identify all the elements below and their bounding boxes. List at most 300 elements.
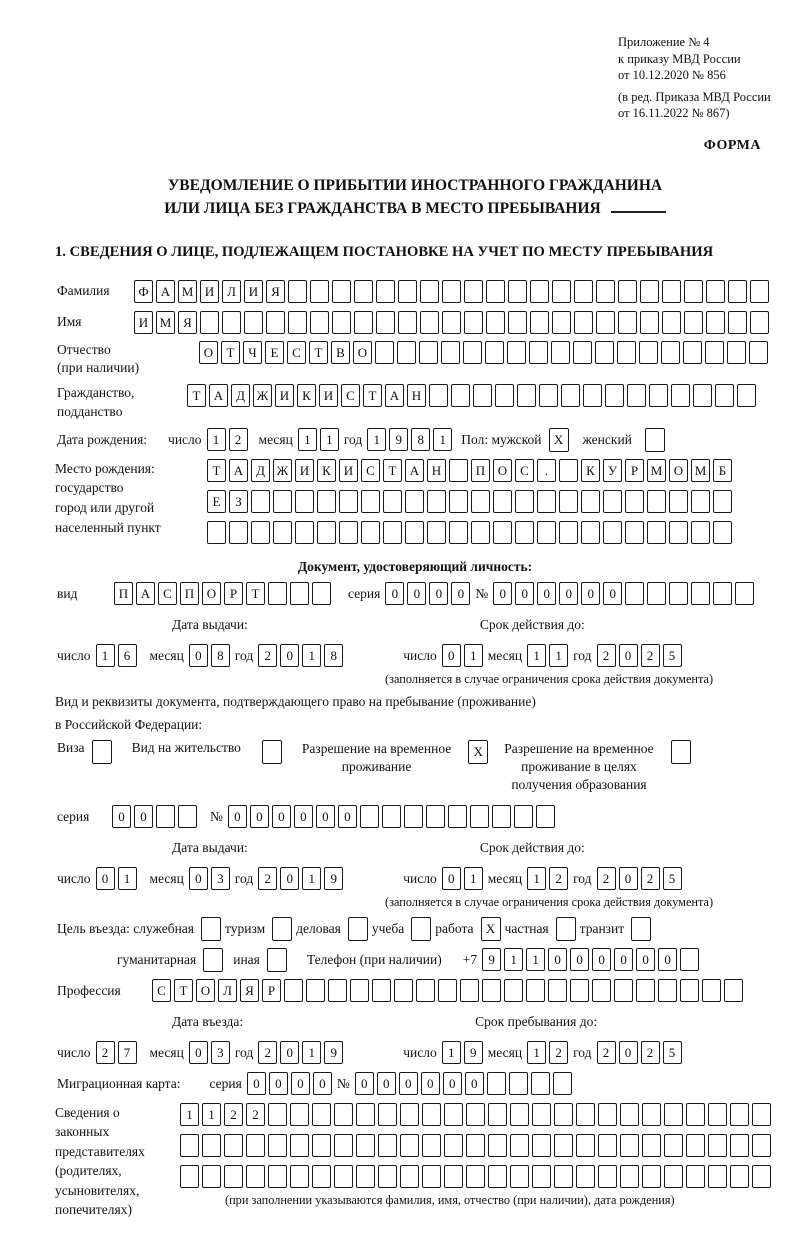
- char-cell[interactable]: [361, 490, 380, 513]
- char-cell[interactable]: 2: [597, 1041, 616, 1064]
- char-cell[interactable]: [515, 490, 534, 513]
- char-cell[interactable]: Ж: [273, 459, 292, 482]
- char-cell[interactable]: [251, 490, 270, 513]
- char-cell[interactable]: 0: [619, 644, 638, 667]
- char-cell[interactable]: 0: [280, 1041, 299, 1064]
- char-cell[interactable]: [583, 384, 602, 407]
- char-cell[interactable]: 0: [442, 867, 461, 890]
- char-cell[interactable]: [530, 280, 549, 303]
- char-cell[interactable]: Т: [174, 979, 193, 1002]
- char-cell[interactable]: [647, 521, 666, 544]
- char-cell[interactable]: 2: [549, 867, 568, 890]
- char-cell[interactable]: [312, 1165, 331, 1188]
- char-cell[interactable]: [202, 1165, 221, 1188]
- char-cell[interactable]: [683, 341, 702, 364]
- checkbox-transit[interactable]: [631, 917, 651, 941]
- char-cell[interactable]: [444, 1103, 463, 1126]
- char-cell[interactable]: 2: [258, 644, 277, 667]
- char-cell[interactable]: [229, 521, 248, 544]
- char-cell[interactable]: И: [319, 384, 338, 407]
- char-cell[interactable]: [416, 979, 435, 1002]
- char-cell[interactable]: [268, 1103, 287, 1126]
- char-cell[interactable]: [354, 311, 373, 334]
- char-cell[interactable]: 0: [581, 582, 600, 605]
- char-cell[interactable]: 9: [389, 428, 408, 451]
- char-cell[interactable]: 1: [118, 867, 137, 890]
- char-cell[interactable]: [510, 1103, 529, 1126]
- char-cell[interactable]: [334, 1134, 353, 1157]
- char-cell[interactable]: П: [180, 582, 199, 605]
- char-cell[interactable]: [400, 1134, 419, 1157]
- char-cell[interactable]: [488, 1134, 507, 1157]
- char-cell[interactable]: 0: [189, 867, 208, 890]
- char-cell[interactable]: 2: [246, 1103, 265, 1126]
- char-cell[interactable]: 2: [258, 1041, 277, 1064]
- char-cell[interactable]: 0: [443, 1072, 462, 1095]
- char-cell[interactable]: 0: [228, 805, 247, 828]
- char-cell[interactable]: [378, 1165, 397, 1188]
- checkbox-official[interactable]: [201, 917, 221, 941]
- char-cell[interactable]: Т: [187, 384, 206, 407]
- char-cell[interactable]: [702, 979, 721, 1002]
- char-cell[interactable]: Р: [224, 582, 243, 605]
- char-cell[interactable]: [517, 384, 536, 407]
- char-cell[interactable]: 1: [433, 428, 452, 451]
- char-cell[interactable]: 0: [465, 1072, 484, 1095]
- char-cell[interactable]: [202, 1134, 221, 1157]
- char-cell[interactable]: [328, 979, 347, 1002]
- char-cell[interactable]: [530, 311, 549, 334]
- char-cell[interactable]: [451, 384, 470, 407]
- char-cell[interactable]: [680, 948, 699, 971]
- char-cell[interactable]: Н: [427, 459, 446, 482]
- char-cell[interactable]: К: [297, 384, 316, 407]
- char-cell[interactable]: 0: [407, 582, 426, 605]
- char-cell[interactable]: [706, 280, 725, 303]
- char-cell[interactable]: [486, 280, 505, 303]
- char-cell[interactable]: [614, 979, 633, 1002]
- char-cell[interactable]: [581, 521, 600, 544]
- char-cell[interactable]: 0: [636, 948, 655, 971]
- char-cell[interactable]: [617, 341, 636, 364]
- char-cell[interactable]: [317, 521, 336, 544]
- char-cell[interactable]: [559, 459, 578, 482]
- char-cell[interactable]: [532, 1165, 551, 1188]
- char-cell[interactable]: [466, 1165, 485, 1188]
- char-cell[interactable]: 9: [482, 948, 501, 971]
- checkbox-temp-residence-permit[interactable]: X: [468, 740, 488, 764]
- char-cell[interactable]: [504, 979, 523, 1002]
- char-cell[interactable]: 2: [597, 644, 616, 667]
- char-cell[interactable]: А: [209, 384, 228, 407]
- char-cell[interactable]: [224, 1134, 243, 1157]
- char-cell[interactable]: 0: [658, 948, 677, 971]
- char-cell[interactable]: [224, 1165, 243, 1188]
- char-cell[interactable]: [658, 979, 677, 1002]
- char-cell[interactable]: [627, 384, 646, 407]
- char-cell[interactable]: 0: [548, 948, 567, 971]
- char-cell[interactable]: 0: [316, 805, 335, 828]
- char-cell[interactable]: [266, 311, 285, 334]
- char-cell[interactable]: 0: [280, 644, 299, 667]
- char-cell[interactable]: [290, 1103, 309, 1126]
- char-cell[interactable]: 0: [421, 1072, 440, 1095]
- char-cell[interactable]: [405, 490, 424, 513]
- char-cell[interactable]: [332, 311, 351, 334]
- char-cell[interactable]: [552, 311, 571, 334]
- char-cell[interactable]: [598, 1103, 617, 1126]
- char-cell[interactable]: 1: [302, 644, 321, 667]
- char-cell[interactable]: [514, 805, 533, 828]
- char-cell[interactable]: [559, 521, 578, 544]
- char-cell[interactable]: [539, 384, 558, 407]
- char-cell[interactable]: [485, 341, 504, 364]
- char-cell[interactable]: [382, 805, 401, 828]
- char-cell[interactable]: 0: [112, 805, 131, 828]
- char-cell[interactable]: Р: [625, 459, 644, 482]
- char-cell[interactable]: [448, 805, 467, 828]
- char-cell[interactable]: [463, 341, 482, 364]
- char-cell[interactable]: [625, 582, 644, 605]
- char-cell[interactable]: 2: [229, 428, 248, 451]
- char-cell[interactable]: [156, 805, 175, 828]
- char-cell[interactable]: [680, 979, 699, 1002]
- char-cell[interactable]: 0: [272, 805, 291, 828]
- char-cell[interactable]: 2: [597, 867, 616, 890]
- char-cell[interactable]: [537, 490, 556, 513]
- char-cell[interactable]: М: [178, 280, 197, 303]
- char-cell[interactable]: [486, 311, 505, 334]
- char-cell[interactable]: [383, 521, 402, 544]
- char-cell[interactable]: 0: [377, 1072, 396, 1095]
- checkbox-visa[interactable]: [92, 740, 112, 764]
- char-cell[interactable]: [554, 1134, 573, 1157]
- char-cell[interactable]: 2: [224, 1103, 243, 1126]
- char-cell[interactable]: [383, 490, 402, 513]
- char-cell[interactable]: [400, 1165, 419, 1188]
- char-cell[interactable]: [730, 1165, 749, 1188]
- char-cell[interactable]: [713, 582, 732, 605]
- char-cell[interactable]: [509, 1072, 528, 1095]
- char-cell[interactable]: 0: [493, 582, 512, 605]
- char-cell[interactable]: И: [275, 384, 294, 407]
- char-cell[interactable]: [691, 521, 710, 544]
- char-cell[interactable]: [449, 521, 468, 544]
- char-cell[interactable]: [686, 1165, 705, 1188]
- char-cell[interactable]: [603, 490, 622, 513]
- char-cell[interactable]: Л: [218, 979, 237, 1002]
- char-cell[interactable]: 1: [207, 428, 226, 451]
- char-cell[interactable]: [405, 521, 424, 544]
- char-cell[interactable]: [375, 341, 394, 364]
- char-cell[interactable]: 0: [250, 805, 269, 828]
- char-cell[interactable]: [354, 280, 373, 303]
- char-cell[interactable]: Ч: [243, 341, 262, 364]
- char-cell[interactable]: 3: [211, 867, 230, 890]
- char-cell[interactable]: [487, 1072, 506, 1095]
- char-cell[interactable]: 5: [663, 1041, 682, 1064]
- char-cell[interactable]: [360, 805, 379, 828]
- char-cell[interactable]: [708, 1165, 727, 1188]
- char-cell[interactable]: [664, 1103, 683, 1126]
- char-cell[interactable]: 0: [338, 805, 357, 828]
- char-cell[interactable]: [372, 979, 391, 1002]
- char-cell[interactable]: М: [156, 311, 175, 334]
- char-cell[interactable]: Я: [266, 280, 285, 303]
- char-cell[interactable]: [553, 1072, 572, 1095]
- char-cell[interactable]: 0: [294, 805, 313, 828]
- char-cell[interactable]: [444, 1134, 463, 1157]
- char-cell[interactable]: 0: [96, 867, 115, 890]
- char-cell[interactable]: [493, 490, 512, 513]
- char-cell[interactable]: [664, 1134, 683, 1157]
- char-cell[interactable]: [246, 1165, 265, 1188]
- char-cell[interactable]: [288, 311, 307, 334]
- char-cell[interactable]: [618, 311, 637, 334]
- char-cell[interactable]: [356, 1103, 375, 1126]
- char-cell[interactable]: [705, 341, 724, 364]
- char-cell[interactable]: [752, 1165, 771, 1188]
- char-cell[interactable]: [510, 1134, 529, 1157]
- char-cell[interactable]: И: [295, 459, 314, 482]
- char-cell[interactable]: [552, 280, 571, 303]
- char-cell[interactable]: К: [317, 459, 336, 482]
- char-cell[interactable]: [642, 1134, 661, 1157]
- char-cell[interactable]: [581, 490, 600, 513]
- char-cell[interactable]: 0: [570, 948, 589, 971]
- char-cell[interactable]: Ф: [134, 280, 153, 303]
- char-cell[interactable]: [306, 979, 325, 1002]
- char-cell[interactable]: [378, 1103, 397, 1126]
- char-cell[interactable]: [592, 979, 611, 1002]
- char-cell[interactable]: 1: [302, 867, 321, 890]
- char-cell[interactable]: [669, 582, 688, 605]
- char-cell[interactable]: [426, 805, 445, 828]
- char-cell[interactable]: [605, 384, 624, 407]
- char-cell[interactable]: [752, 1134, 771, 1157]
- char-cell[interactable]: 1: [320, 428, 339, 451]
- char-cell[interactable]: [618, 280, 637, 303]
- char-cell[interactable]: 0: [429, 582, 448, 605]
- char-cell[interactable]: [376, 311, 395, 334]
- char-cell[interactable]: И: [244, 280, 263, 303]
- char-cell[interactable]: [251, 521, 270, 544]
- char-cell[interactable]: [508, 311, 527, 334]
- char-cell[interactable]: С: [158, 582, 177, 605]
- char-cell[interactable]: [273, 490, 292, 513]
- char-cell[interactable]: 0: [592, 948, 611, 971]
- char-cell[interactable]: [636, 979, 655, 1002]
- char-cell[interactable]: И: [134, 311, 153, 334]
- char-cell[interactable]: [394, 979, 413, 1002]
- char-cell[interactable]: [419, 341, 438, 364]
- checkbox-education-residence-permit[interactable]: [671, 740, 691, 764]
- char-cell[interactable]: [662, 280, 681, 303]
- char-cell[interactable]: 0: [189, 644, 208, 667]
- char-cell[interactable]: [662, 311, 681, 334]
- char-cell[interactable]: [420, 280, 439, 303]
- char-cell[interactable]: [735, 582, 754, 605]
- char-cell[interactable]: [492, 805, 511, 828]
- char-cell[interactable]: [730, 1103, 749, 1126]
- char-cell[interactable]: [752, 1103, 771, 1126]
- char-cell[interactable]: [312, 1134, 331, 1157]
- char-cell[interactable]: 0: [619, 1041, 638, 1064]
- char-cell[interactable]: 0: [442, 644, 461, 667]
- char-cell[interactable]: [515, 521, 534, 544]
- char-cell[interactable]: 9: [324, 1041, 343, 1064]
- char-cell[interactable]: [268, 1134, 287, 1157]
- char-cell[interactable]: [441, 341, 460, 364]
- char-cell[interactable]: [339, 521, 358, 544]
- char-cell[interactable]: [548, 979, 567, 1002]
- char-cell[interactable]: [620, 1134, 639, 1157]
- char-cell[interactable]: [310, 311, 329, 334]
- char-cell[interactable]: 0: [451, 582, 470, 605]
- char-cell[interactable]: 7: [118, 1041, 137, 1064]
- char-cell[interactable]: [268, 582, 287, 605]
- char-cell[interactable]: [466, 1134, 485, 1157]
- char-cell[interactable]: 1: [464, 644, 483, 667]
- char-cell[interactable]: [288, 280, 307, 303]
- char-cell[interactable]: 8: [411, 428, 430, 451]
- char-cell[interactable]: [536, 805, 555, 828]
- char-cell[interactable]: [598, 1134, 617, 1157]
- char-cell[interactable]: 0: [619, 867, 638, 890]
- char-cell[interactable]: [482, 979, 501, 1002]
- char-cell[interactable]: 1: [298, 428, 317, 451]
- char-cell[interactable]: З: [229, 490, 248, 513]
- checkbox-business[interactable]: [348, 917, 368, 941]
- checkbox-male[interactable]: X: [549, 428, 569, 452]
- char-cell[interactable]: [273, 521, 292, 544]
- char-cell[interactable]: Д: [251, 459, 270, 482]
- char-cell[interactable]: И: [339, 459, 358, 482]
- char-cell[interactable]: 0: [280, 867, 299, 890]
- char-cell[interactable]: [350, 979, 369, 1002]
- char-cell[interactable]: [574, 280, 593, 303]
- char-cell[interactable]: 9: [324, 867, 343, 890]
- char-cell[interactable]: [728, 311, 747, 334]
- char-cell[interactable]: С: [152, 979, 171, 1002]
- char-cell[interactable]: [284, 979, 303, 1002]
- checkbox-study[interactable]: [411, 917, 431, 941]
- char-cell[interactable]: Я: [240, 979, 259, 1002]
- char-cell[interactable]: В: [331, 341, 350, 364]
- char-cell[interactable]: Т: [363, 384, 382, 407]
- char-cell[interactable]: 1: [180, 1103, 199, 1126]
- char-cell[interactable]: Д: [231, 384, 250, 407]
- char-cell[interactable]: Л: [222, 280, 241, 303]
- char-cell[interactable]: О: [202, 582, 221, 605]
- char-cell[interactable]: [295, 490, 314, 513]
- char-cell[interactable]: С: [287, 341, 306, 364]
- char-cell[interactable]: 1: [302, 1041, 321, 1064]
- char-cell[interactable]: А: [136, 582, 155, 605]
- char-cell[interactable]: [268, 1165, 287, 1188]
- char-cell[interactable]: 2: [258, 867, 277, 890]
- char-cell[interactable]: [737, 384, 756, 407]
- char-cell[interactable]: [473, 384, 492, 407]
- char-cell[interactable]: [625, 521, 644, 544]
- char-cell[interactable]: М: [647, 459, 666, 482]
- char-cell[interactable]: Н: [407, 384, 426, 407]
- char-cell[interactable]: 0: [537, 582, 556, 605]
- char-cell[interactable]: [713, 490, 732, 513]
- char-cell[interactable]: [488, 1103, 507, 1126]
- char-cell[interactable]: [559, 490, 578, 513]
- char-cell[interactable]: [178, 805, 197, 828]
- char-cell[interactable]: Е: [207, 490, 226, 513]
- char-cell[interactable]: 2: [641, 1041, 660, 1064]
- char-cell[interactable]: [438, 979, 457, 1002]
- char-cell[interactable]: 1: [527, 1041, 546, 1064]
- char-cell[interactable]: [686, 1103, 705, 1126]
- char-cell[interactable]: [640, 311, 659, 334]
- char-cell[interactable]: [493, 521, 512, 544]
- char-cell[interactable]: Т: [309, 341, 328, 364]
- char-cell[interactable]: [649, 384, 668, 407]
- char-cell[interactable]: [422, 1165, 441, 1188]
- char-cell[interactable]: О: [353, 341, 372, 364]
- char-cell[interactable]: [312, 1103, 331, 1126]
- char-cell[interactable]: [429, 384, 448, 407]
- char-cell[interactable]: П: [471, 459, 490, 482]
- char-cell[interactable]: [537, 521, 556, 544]
- char-cell[interactable]: Т: [383, 459, 402, 482]
- char-cell[interactable]: [730, 1134, 749, 1157]
- char-cell[interactable]: [400, 1103, 419, 1126]
- char-cell[interactable]: [532, 1103, 551, 1126]
- char-cell[interactable]: 0: [189, 1041, 208, 1064]
- char-cell[interactable]: 2: [641, 644, 660, 667]
- char-cell[interactable]: [290, 1134, 309, 1157]
- char-cell[interactable]: [595, 341, 614, 364]
- char-cell[interactable]: С: [515, 459, 534, 482]
- char-cell[interactable]: Т: [221, 341, 240, 364]
- char-cell[interactable]: [339, 490, 358, 513]
- char-cell[interactable]: 2: [96, 1041, 115, 1064]
- char-cell[interactable]: 6: [118, 644, 137, 667]
- char-cell[interactable]: 1: [96, 644, 115, 667]
- char-cell[interactable]: Т: [246, 582, 265, 605]
- char-cell[interactable]: [508, 280, 527, 303]
- char-cell[interactable]: 1: [527, 644, 546, 667]
- char-cell[interactable]: [334, 1103, 353, 1126]
- char-cell[interactable]: [693, 384, 712, 407]
- char-cell[interactable]: [750, 311, 769, 334]
- char-cell[interactable]: [671, 384, 690, 407]
- char-cell[interactable]: [570, 979, 589, 1002]
- char-cell[interactable]: [661, 341, 680, 364]
- char-cell[interactable]: [708, 1103, 727, 1126]
- char-cell[interactable]: [526, 979, 545, 1002]
- char-cell[interactable]: [691, 490, 710, 513]
- char-cell[interactable]: 0: [134, 805, 153, 828]
- checkbox-humanitarian[interactable]: [203, 948, 223, 972]
- char-cell[interactable]: Б: [713, 459, 732, 482]
- char-cell[interactable]: У: [603, 459, 622, 482]
- char-cell[interactable]: [551, 341, 570, 364]
- char-cell[interactable]: К: [581, 459, 600, 482]
- char-cell[interactable]: [664, 1165, 683, 1188]
- char-cell[interactable]: [422, 1134, 441, 1157]
- char-cell[interactable]: 5: [663, 644, 682, 667]
- char-cell[interactable]: [244, 311, 263, 334]
- char-cell[interactable]: [554, 1165, 573, 1188]
- char-cell[interactable]: [724, 979, 743, 1002]
- char-cell[interactable]: [376, 280, 395, 303]
